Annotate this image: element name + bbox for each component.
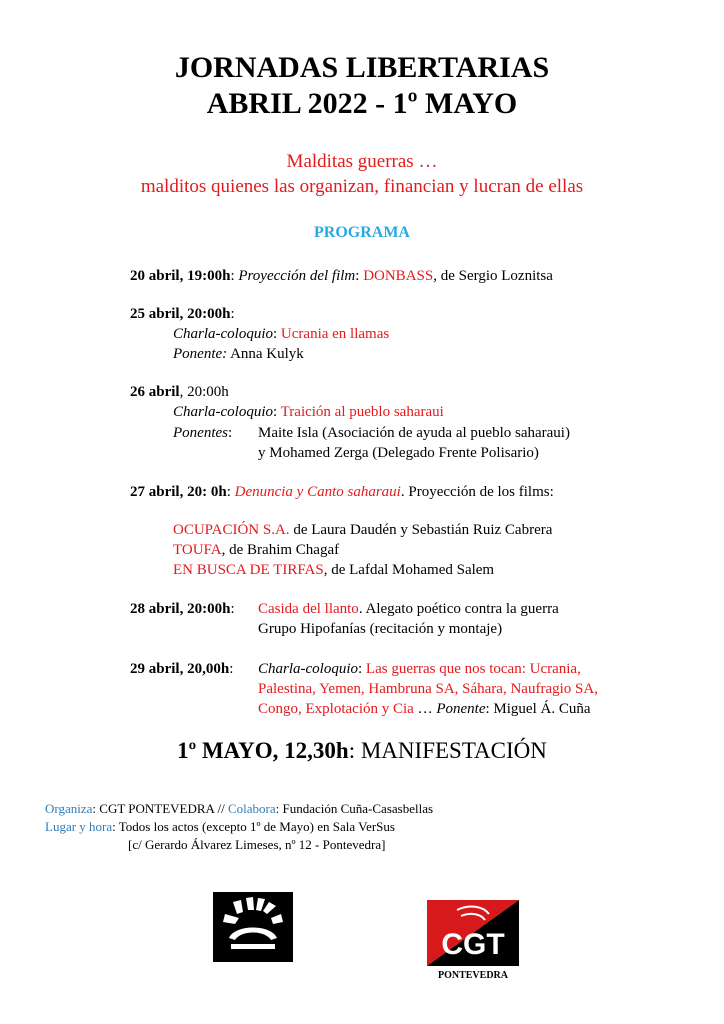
anarchist-logo: [213, 892, 293, 962]
film-2: TOUFA, de Brahim Chagaf: [173, 542, 340, 558]
event-26-abril-speaker-1: Maite Isla (Asociación de ayuda al pueblo saharaui): [258, 425, 570, 441]
event-20-abril: 20 abril, 19:00h: Proyección del film: DONBASS, de Sergio Loznitsa: [130, 268, 553, 284]
event-date: 20 abril, 19:00h: [130, 268, 231, 284]
event-kind: Proyección del film: [238, 268, 356, 284]
event-29-abril-date: 29 abril, 20,00h:: [130, 661, 234, 677]
programa-heading: PROGRAMA: [314, 224, 410, 241]
event-25-abril-speaker: Ponente: Anna Kulyk: [173, 346, 304, 362]
event-29-abril-line2: Palestina, Yemen, Hambruna SA, Sáhara, Naufragio SA,: [258, 681, 598, 697]
event-25-abril-talk: Charla-coloquio: Ucrania en llamas: [173, 326, 390, 342]
manifestacion-line: 1º MAYO, 12,30h: MANIFESTACIÓN: [177, 738, 547, 763]
title-line-1: JORNADAS LIBERTARIAS: [174, 51, 550, 84]
event-27-abril: 27 abril, 20: 0h: Denuncia y Canto saharaui. Proyección de los films:: [130, 484, 554, 500]
footer-lugar: Lugar y hora: Todos los actos (excepto 1º de Mayo) en Sala VerSus: [45, 819, 395, 834]
subtitle-line-2: malditos quienes las organizan, financian y lucran de ellas: [140, 176, 584, 197]
event-29-abril-line3: Congo, Explotación y Cia … Ponente: Miguel Á. Cuña: [258, 701, 591, 717]
footer-address: [c/ Gerardo Álvarez Limeses, nº 12 - Pontevedra]: [128, 837, 386, 852]
event-26-abril-speaker-2: y Mohamed Zerga (Delegado Frente Polisario): [258, 445, 539, 461]
film-3: EN BUSCA DE TIRFAS, de Lafdal Mohamed Salem: [173, 562, 495, 578]
event-26-abril-date: 26 abril, 20:00h: [130, 384, 229, 400]
cgt-logo: [427, 900, 519, 980]
event-25-abril-date: 25 abril, 20:00h:: [130, 306, 235, 322]
subtitle-line-1: Malditas guerras …: [286, 151, 438, 172]
anarchist-emblem-icon: [213, 892, 293, 962]
event-28-abril-date: 28 abril, 20:00h:: [130, 601, 235, 617]
film-1: OCUPACIÓN S.A. de Laura Daudén y Sebastián Ruiz Cabrera: [173, 522, 553, 538]
event-26-abril-talk: Charla-coloquio: Traición al pueblo saharaui: [173, 404, 444, 420]
cgt-logo-text: CGT: [441, 928, 505, 961]
event-title: DONBASS: [363, 268, 434, 284]
footer-organiza: Organiza: CGT PONTEVEDRA // Colabora: Fundación Cuña-Casasbellas: [45, 801, 434, 816]
event-28-abril-title: Casida del llanto. Alegato poético contra la guerra: [258, 601, 559, 617]
cgt-flag-icon: [427, 900, 519, 966]
event-26-abril-speakers-label: Ponentes:: [173, 425, 233, 441]
title-line-2: ABRIL 2022 - 1º MAYO: [206, 87, 518, 120]
cgt-logo-caption: PONTEVEDRA: [437, 970, 508, 981]
event-29-abril-line1: Charla-coloquio: Las guerras que nos tocan: Ucrania,: [258, 661, 581, 677]
event-28-abril-line2: Grupo Hipofanías (recitación y montaje): [258, 621, 503, 637]
